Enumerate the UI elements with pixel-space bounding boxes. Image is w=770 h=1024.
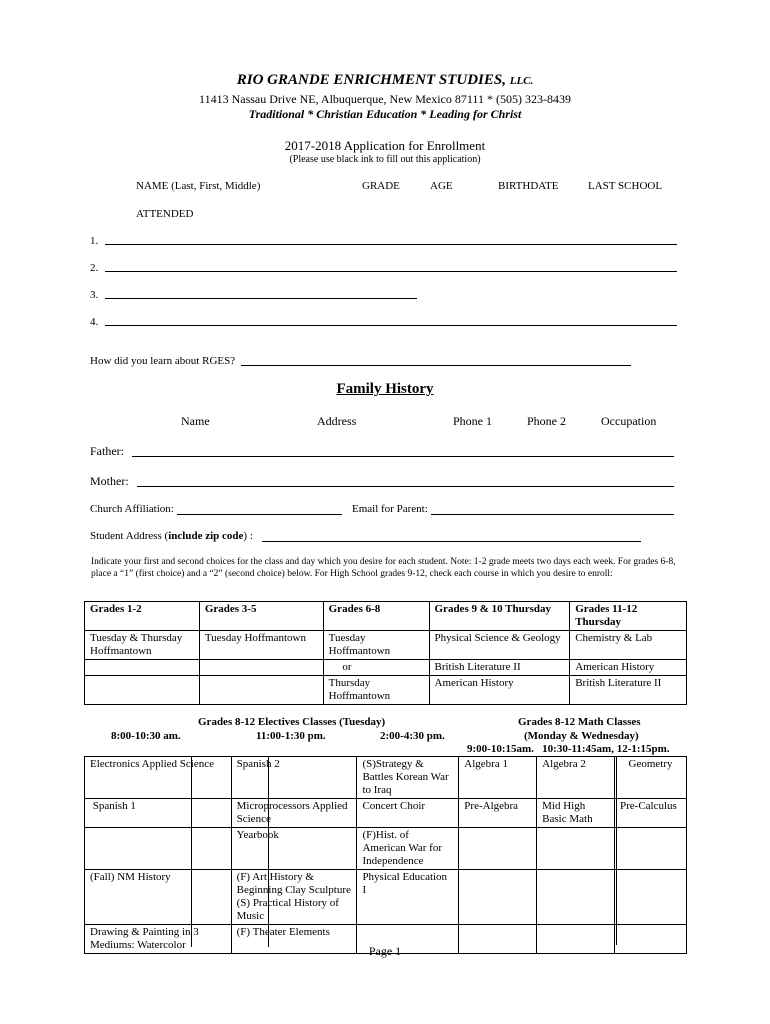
header-birthdate: BIRTHDATE <box>498 180 559 192</box>
grades-header: Grades 9 & 10 Thursday <box>429 602 570 631</box>
electives-cell[interactable]: Pre-Calculus <box>615 799 687 828</box>
school-address: 11413 Nassau Drive NE, Albuquerque, New Mexico 87111 * (505) 323-8439 <box>199 92 571 106</box>
col-occupation: Occupation <box>601 414 657 428</box>
table-rule <box>616 757 617 945</box>
electives-cell[interactable]: (F) Art History & Beginning Clay Sculpture (S) Practical History of Music <box>231 870 357 925</box>
email-line[interactable] <box>431 514 674 515</box>
header-age: AGE <box>430 180 453 192</box>
grades-cell[interactable]: Physical Science & Geology <box>429 631 570 660</box>
grades-cell[interactable]: Tuesday Hoffmantown <box>199 631 323 660</box>
student-line-3-label: 3. <box>90 289 99 301</box>
email-label: Email for Parent: <box>352 503 428 515</box>
header-name: NAME (Last, First, Middle) <box>136 180 261 192</box>
grades-cell[interactable] <box>199 660 323 676</box>
electives-table <box>84 756 687 954</box>
student-line-1[interactable] <box>105 244 677 245</box>
table-rule <box>268 757 269 947</box>
grades-header-row <box>85 602 687 631</box>
referral-line[interactable] <box>241 365 631 366</box>
electives-time-3: 2:00-4:30 pm. <box>380 730 445 742</box>
electives-cell[interactable] <box>85 828 232 870</box>
school-name: RIO GRANDE ENRICHMENT STUDIES, <box>236 72 506 88</box>
grades-header: Grades 1-2 <box>85 602 200 631</box>
electives-cell[interactable]: Mid High Basic Math <box>537 799 615 828</box>
grades-table <box>84 601 687 705</box>
student-line-4-label: 4. <box>90 316 99 328</box>
header-attended: ATTENDED <box>136 208 194 220</box>
header-last-school: LAST SCHOOL <box>588 180 663 192</box>
electives-cell[interactable]: Concert Choir <box>357 799 459 828</box>
grades-cell[interactable] <box>85 660 200 676</box>
electives-time-2: 11:00-1:30 pm. <box>256 730 326 742</box>
grades-cell[interactable]: Thursday Hoffmantown <box>323 676 429 705</box>
grades-cell[interactable]: American History <box>570 660 687 676</box>
student-line-1-label: 1. <box>90 235 99 247</box>
grades-cell[interactable]: British Literature II <box>429 660 570 676</box>
electives-cell[interactable]: Algebra 2 <box>537 757 615 799</box>
grades-cell[interactable]: American History <box>429 676 570 705</box>
table-row <box>85 870 687 925</box>
school-tagline: Traditional * Christian Education * Leading for Christ <box>248 107 522 121</box>
electives-cell[interactable]: Microprocessors Applied Science <box>231 799 357 828</box>
grades-cell[interactable] <box>85 676 200 705</box>
church-label: Church Affiliation: <box>90 503 174 515</box>
grades-cell[interactable]: Chemistry & Lab <box>570 631 687 660</box>
table-row <box>85 799 687 828</box>
application-title: 2017-2018 Application for Enrollment <box>284 138 486 153</box>
electives-cell[interactable]: Spanish 2 <box>231 757 357 799</box>
electives-title: Grades 8-12 Electives Classes (Tuesday) <box>198 716 386 728</box>
father-line[interactable] <box>132 456 674 457</box>
student-address-label: Student Address (include zip code) : <box>90 530 253 542</box>
grades-cell[interactable]: or <box>323 660 429 676</box>
student-address-line[interactable] <box>262 541 641 542</box>
electives-cell[interactable] <box>537 870 615 925</box>
school-suffix: LLC. <box>509 75 534 87</box>
table-rule <box>191 757 192 947</box>
table-row <box>85 676 687 705</box>
grades-header: Grades 3-5 <box>199 602 323 631</box>
electives-cell[interactable]: Physical Education I <box>357 870 459 925</box>
header-grade: GRADE <box>362 180 400 192</box>
electives-cell[interactable]: (F) Theater Elements <box>231 925 357 954</box>
electives-cell[interactable]: Yearbook <box>231 828 357 870</box>
math-days: (Monday & Wednesday) <box>524 730 639 742</box>
electives-time-1: 8:00-10:30 am. <box>111 730 181 742</box>
electives-cell[interactable]: Electronics Applied Science <box>85 757 232 799</box>
table-row <box>85 631 687 660</box>
father-label: Father: <box>90 444 124 458</box>
math-title: Grades 8-12 Math Classes <box>518 716 641 728</box>
application-instruction: (Please use black ink to fill out this application) <box>289 154 481 165</box>
electives-cell[interactable]: Geometry <box>615 757 687 799</box>
student-line-2[interactable] <box>105 271 677 272</box>
grades-cell[interactable]: Tuesday Hoffmantown <box>323 631 429 660</box>
family-history-title: Family History <box>336 381 434 397</box>
student-line-2-label: 2. <box>90 262 99 274</box>
grades-header: Grades 6-8 <box>323 602 429 631</box>
col-phone1: Phone 1 <box>453 414 492 428</box>
church-line[interactable] <box>177 514 342 515</box>
table-row <box>85 828 687 870</box>
col-phone2: Phone 2 <box>527 414 566 428</box>
electives-cell[interactable] <box>615 828 687 870</box>
page-number: Page 1 <box>368 944 402 958</box>
electives-cell[interactable]: (Fall) NM History <box>85 870 232 925</box>
electives-cell[interactable] <box>615 870 687 925</box>
school-title <box>0 72 770 89</box>
enrollment-instructions: Indicate your first and second choices for the class and day which you desire for each student. Note: 1-2 grade meets two days each week. For grades 6-8, place a “1” (first choice) and a “2” (second choice) below. For High School grades 9-12, check each course in which you desire to enroll: <box>91 557 676 579</box>
table-row <box>85 757 687 799</box>
electives-cell[interactable]: (F)Hist. of American War for Independence <box>357 828 459 870</box>
electives-cell[interactable]: Algebra 1 <box>459 757 537 799</box>
math-times: 9:00-10:15am. 10:30-11:45am, 12-1:15pm. <box>467 743 670 755</box>
electives-cell[interactable]: Drawing & Painting in 3 Mediums: Watercolor <box>85 925 232 954</box>
student-line-3[interactable] <box>105 298 417 299</box>
electives-cell[interactable]: (S)Strategy & Battles Korean War to Iraq <box>357 757 459 799</box>
grades-cell[interactable]: British Literature II <box>570 676 687 705</box>
student-line-4[interactable] <box>105 325 677 326</box>
mother-label: Mother: <box>90 474 129 488</box>
grades-cell[interactable] <box>199 676 323 705</box>
referral-label: How did you learn about RGES? <box>90 355 236 367</box>
electives-cell[interactable] <box>537 828 615 870</box>
grades-cell[interactable]: Tuesday & Thursday Hoffmantown <box>85 631 200 660</box>
electives-cell[interactable] <box>459 870 537 925</box>
col-address: Address <box>317 414 357 428</box>
electives-cell[interactable] <box>459 828 537 870</box>
col-name: Name <box>181 414 210 428</box>
mother-line[interactable] <box>137 486 674 487</box>
table-row <box>85 660 687 676</box>
grades-header: Grades 11-12 Thursday <box>570 602 687 631</box>
electives-cell[interactable]: Pre-Algebra <box>459 799 537 828</box>
electives-cell[interactable]: Spanish 1 <box>85 799 232 828</box>
